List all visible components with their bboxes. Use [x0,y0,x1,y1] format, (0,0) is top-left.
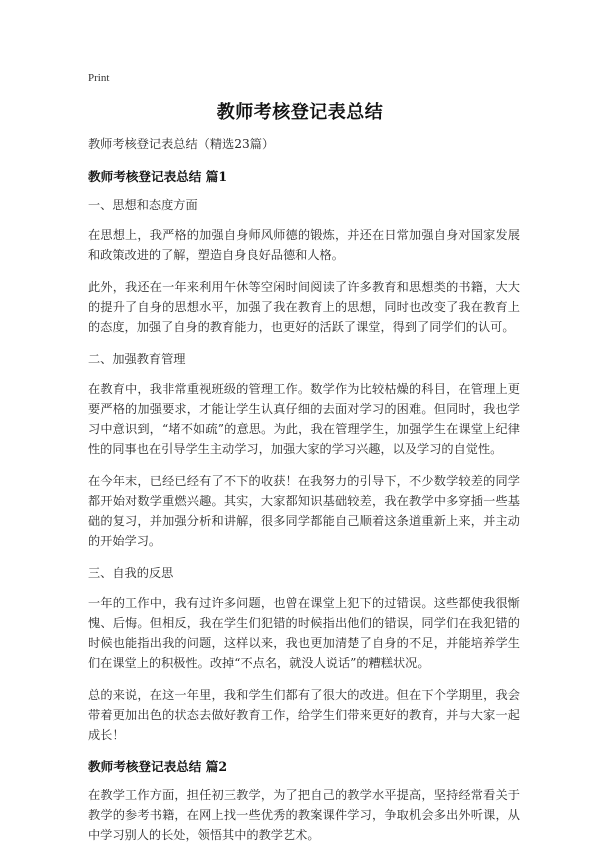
paragraph: 在今年末，已经已经有了不下的收获！在我努力的引导下，不少数学较差的同学都开始对数学重燃兴趣。其实，大家都知识基础较差，我在教学中多穿插一些基础的复习，并加强分析和讲解，很多同学都能自己顺着这条道重新上来，并主动的开始学习。 [88,474,520,548]
article-1-section-3: 三、自我的反思 [88,566,174,580]
page-title: 教师考核登记表总结 [216,102,384,123]
document-subtitle: 教师考核登记表总结（精选23篇） [88,137,275,151]
article-2-heading: 教师考核登记表总结 篇2 [88,759,228,774]
paragraph: 在思想上，我严格的加强自身师风师德的锻炼，并还在日常加强自身对国家发展和政策改进的了解，塑造自身良好品德和人格。 [88,228,520,262]
paragraph: 一年的工作中，我有过许多问题，也曾在课堂上犯下的过错误。这些都使我很惭愧、后悔。但相反，我在学生们犯错的时候指出他们的错误，同学们在我犯错的时候也能指出我的问题，这样以来，我也更加清楚了自身的不足，并能培养学生们在课堂上的积极性。改掉“不点名，就没人说话”的糟糕状况。 [88,596,520,670]
article-1-section-2: 二、加强教育管理 [88,352,186,366]
paragraph: 总的来说，在这一年里，我和学生们都有了很大的改进。但在下个学期里，我会带着更加出色的状态去做好教育工作，给学生们带来更好的教育，并与大家一起成长！ [88,688,520,742]
print-label[interactable]: Print [88,72,110,84]
paragraph: 此外，我还在一年来利用午休等空闲时间阅读了许多教育和思想类的书籍，大大的提升了自身的思想水平，加强了我在教育上的思想，同时也改变了我在教育上的态度，加强了自身的教育能力，也更好的活跃了课堂，得到了同学们的认可。 [88,280,520,334]
article-1-section-1: 一、思想和态度方面 [88,198,198,212]
paragraph: 在教育中，我非常重视班级的管理工作。数学作为比较枯燥的科目，在管理上更要严格的加强要求，才能让学生认真仔细的去面对学习的困难。但同时，我也学习中意识到，“堵不如疏”的意思。为此，我在管理学生，加强学生在课堂上纪律性的同事也在引导学生主动学习，加强大家的学习兴趣，以及学习的自觉性。 [88,382,520,456]
paragraph: 在教学工作方面，担任初三教学，为了把自己的教学水平提高，坚持经常看关于教学的参考书籍，在网上找一些优秀的教案课件学习，争取机会多出外听课，从中学习别人的长处，领悟其中的教学艺术。 [88,788,520,842]
article-1-heading: 教师考核登记表总结 篇1 [88,169,228,184]
document-body [88,134,520,857]
